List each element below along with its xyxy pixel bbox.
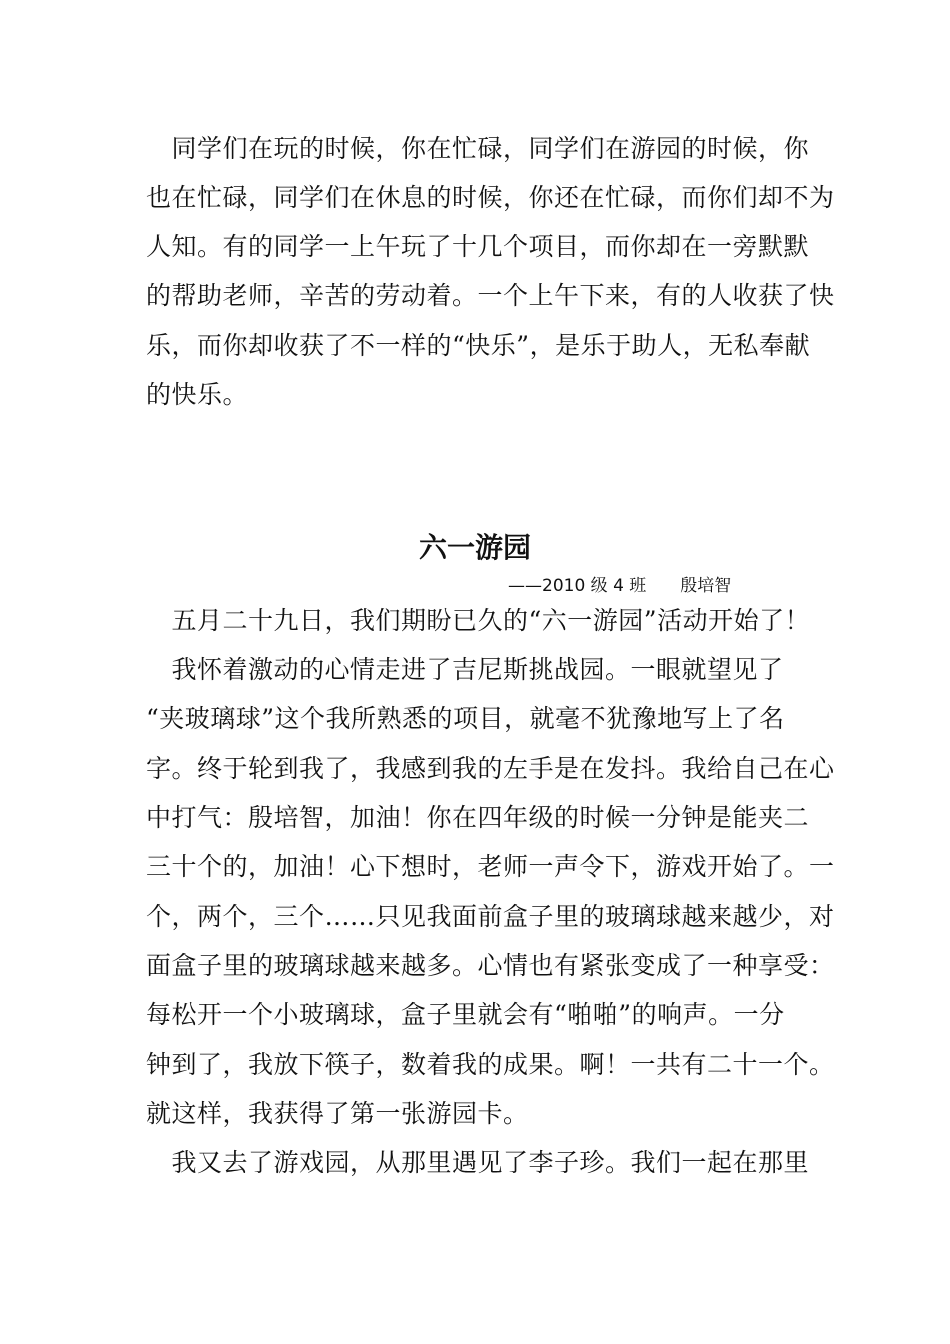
paragraph-line: 三十个的，加油！心下想时，老师一声令下，游戏开始了。一 — [146, 852, 835, 881]
paragraph-line: 每松开一个小玻璃球，盒子里就会有“啪啪”的响声。一分 — [146, 1000, 785, 1029]
paragraph-line: 就这样，我获得了第一张游园卡。 — [146, 1099, 529, 1128]
paragraph-line: 我又去了游戏园，从那里遇见了李子珍。我们一起在那里 — [146, 1148, 810, 1177]
paragraph-line: 中打气：殷培智，加油！你在四年级的时候一分钟是能夹二 — [146, 803, 810, 832]
paragraph-line: 面盒子里的玻璃球越来越多。心情也有紧张变成了一种享受： — [146, 951, 835, 980]
article-byline: ——2010 级 4 班 殷培智 — [508, 576, 732, 596]
paragraph-line: “夹玻璃球”这个我所熟悉的项目，就毫不犹豫地写上了名 — [146, 704, 785, 733]
paragraph-line: 也在忙碌，同学们在休息的时候，你还在忙碌，而你们却不为 — [146, 183, 835, 212]
paragraph-line: 字。终于轮到我了，我感到我的左手是在发抖。我给自己在心 — [146, 754, 835, 783]
article-title: 六一游园 — [418, 531, 531, 564]
paragraph-line: 五月二十九日，我们期盼已久的“六一游园”活动开始了！ — [146, 606, 811, 635]
paragraph-line: 人知。有的同学一上午玩了十几个项目，而你却在一旁默默 — [146, 232, 810, 261]
paragraph-line: 乐，而你却收获了不一样的“快乐”，是乐于助人，无私奉献 — [146, 331, 811, 360]
paragraph-line: 同学们在玩的时候，你在忙碌，同学们在游园的时候，你 — [146, 134, 810, 163]
paragraph-line: 的帮助老师，辛苦的劳动着。一个上午下来，有的人收获了快 — [146, 281, 835, 310]
paragraph-line: 钟到了，我放下筷子，数着我的成果。啊！一共有二十一个。 — [146, 1050, 835, 1079]
paragraph-line: 我怀着激动的心情走进了吉尼斯挑战园。一眼就望见了 — [146, 655, 784, 684]
paragraph-line: 的快乐。 — [146, 380, 249, 409]
paragraph-line: 个，两个，三个……只见我面前盒子里的玻璃球越来越少，对 — [146, 902, 835, 931]
